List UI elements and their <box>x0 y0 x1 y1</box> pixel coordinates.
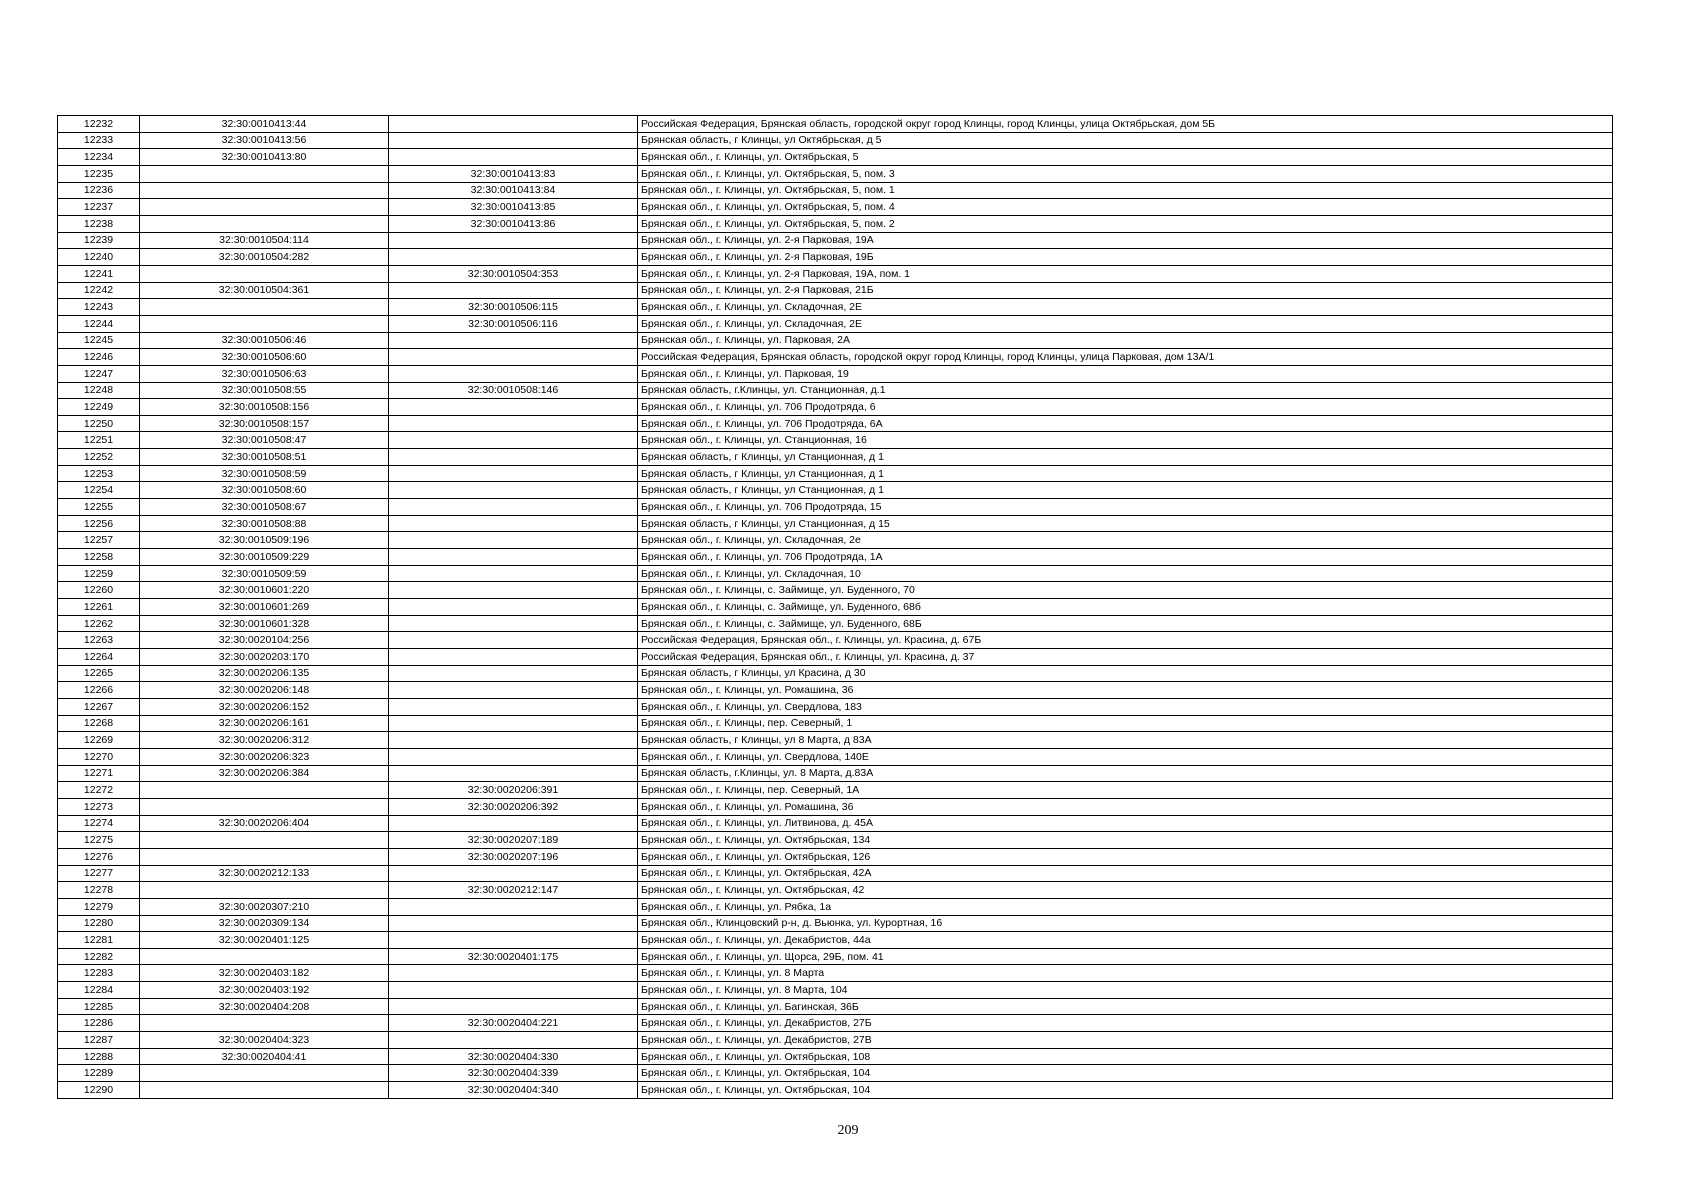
row-number-cell: 12272 <box>58 782 140 799</box>
table-row <box>58 365 1613 382</box>
address-cell: Брянская обл., г. Клинцы, ул. Октябрьская, 5, пом. 4 <box>638 199 1613 216</box>
related-cadastral-number-cell <box>389 765 638 782</box>
related-cadastral-number-cell <box>389 815 638 832</box>
address-cell: Брянская обл., г. Клинцы, ул. Декабристов, 27В <box>638 1032 1613 1049</box>
cadastral-number-cell: 32:30:0020212:133 <box>140 865 389 882</box>
table-row <box>58 649 1613 666</box>
address-cell: Брянская область, г Клинцы, ул Станционная, д 1 <box>638 449 1613 466</box>
address-cell: Брянская обл., г. Клинцы, ул. Парковая, 19 <box>638 365 1613 382</box>
row-number-cell: 12252 <box>58 449 140 466</box>
row-number-cell: 12275 <box>58 832 140 849</box>
related-cadastral-number-cell: 32:30:0020404:340 <box>389 1082 638 1099</box>
related-cadastral-number-cell <box>389 998 638 1015</box>
row-number-cell: 12250 <box>58 415 140 432</box>
related-cadastral-number-cell <box>389 932 638 949</box>
row-number-cell: 12289 <box>58 1065 140 1082</box>
cadastral-number-cell: 32:30:0020309:134 <box>140 915 389 932</box>
address-cell: Брянская обл., г. Клинцы, ул. Складочная, 2е <box>638 532 1613 549</box>
address-cell: Брянская обл., Клинцовский р-н, д. Вьюнка, ул. Курортная, 16 <box>638 915 1613 932</box>
address-cell: Брянская обл., г. Клинцы, ул. 706 Продотряда, 6 <box>638 399 1613 416</box>
table-row <box>58 432 1613 449</box>
address-cell: Брянская обл., г. Клинцы, ул. Октябрьская, 104 <box>638 1065 1613 1082</box>
cadastral-number-cell: 32:30:0010508:59 <box>140 465 389 482</box>
table-row <box>58 1015 1613 1032</box>
address-cell: Брянская обл., г. Клинцы, с. Займище, ул. Буденного, 70 <box>638 582 1613 599</box>
related-cadastral-number-cell <box>389 332 638 349</box>
address-cell: Брянская обл., г. Клинцы, ул. 706 Продотряда, 6А <box>638 415 1613 432</box>
related-cadastral-number-cell <box>389 915 638 932</box>
table-row <box>58 1082 1613 1099</box>
table-row <box>58 565 1613 582</box>
table-row <box>58 915 1613 932</box>
row-number-cell: 12282 <box>58 948 140 965</box>
related-cadastral-number-cell: 32:30:0010506:116 <box>389 315 638 332</box>
row-number-cell: 12281 <box>58 932 140 949</box>
cadastral-number-cell: 32:30:0020403:192 <box>140 982 389 999</box>
table-row <box>58 615 1613 632</box>
cadastral-number-cell <box>140 948 389 965</box>
row-number-cell: 12253 <box>58 465 140 482</box>
related-cadastral-number-cell <box>389 682 638 699</box>
table-row <box>58 232 1613 249</box>
related-cadastral-number-cell <box>389 532 638 549</box>
related-cadastral-number-cell <box>389 582 638 599</box>
related-cadastral-number-cell: 32:30:0010413:83 <box>389 165 638 182</box>
cadastral-number-cell: 32:30:0010506:63 <box>140 365 389 382</box>
cadastral-number-cell: 32:30:0020403:182 <box>140 965 389 982</box>
table-row <box>58 715 1613 732</box>
row-number-cell: 12245 <box>58 332 140 349</box>
cadastral-number-cell <box>140 882 389 899</box>
table-row <box>58 515 1613 532</box>
address-cell: Брянская область, г Клинцы, ул Октябрьская, д 5 <box>638 132 1613 149</box>
related-cadastral-number-cell: 32:30:0020212:147 <box>389 882 638 899</box>
table-row <box>58 415 1613 432</box>
row-number-cell: 12279 <box>58 898 140 915</box>
related-cadastral-number-cell: 32:30:0020207:196 <box>389 848 638 865</box>
table-row <box>58 399 1613 416</box>
related-cadastral-number-cell: 32:30:0020404:339 <box>389 1065 638 1082</box>
cadastral-number-cell: 32:30:0020404:323 <box>140 1032 389 1049</box>
cadastral-number-cell: 32:30:0020404:208 <box>140 998 389 1015</box>
cadastral-number-cell: 32:30:0010413:44 <box>140 116 389 133</box>
cadastral-number-cell <box>140 832 389 849</box>
address-cell: Брянская обл., г. Клинцы, ул. 706 Продотряда, 15 <box>638 499 1613 516</box>
related-cadastral-number-cell: 32:30:0020206:392 <box>389 798 638 815</box>
address-cell: Брянская обл., г. Клинцы, ул. 8 Марта, 104 <box>638 982 1613 999</box>
address-cell: Брянская обл., г. Клинцы, ул. Ромашина, 36 <box>638 682 1613 699</box>
row-number-cell: 12239 <box>58 232 140 249</box>
table-row <box>58 665 1613 682</box>
cadastral-number-cell: 32:30:0020206:384 <box>140 765 389 782</box>
table-row <box>58 1065 1613 1082</box>
table-row <box>58 932 1613 949</box>
cadastral-number-cell: 32:30:0020104:256 <box>140 632 389 649</box>
cadastral-number-cell <box>140 1065 389 1082</box>
table-row <box>58 582 1613 599</box>
related-cadastral-number-cell <box>389 282 638 299</box>
related-cadastral-number-cell <box>389 665 638 682</box>
related-cadastral-number-cell <box>389 432 638 449</box>
cadastral-number-cell: 32:30:0010506:60 <box>140 349 389 366</box>
address-cell: Брянская область, г Клинцы, ул Станционная, д 1 <box>638 465 1613 482</box>
row-number-cell: 12265 <box>58 665 140 682</box>
address-cell: Брянская обл., г. Клинцы, ул. 2-я Парковая, 19Б <box>638 249 1613 266</box>
row-number-cell: 12276 <box>58 848 140 865</box>
address-cell: Брянская область, г Клинцы, ул Красина, д 30 <box>638 665 1613 682</box>
related-cadastral-number-cell <box>389 1032 638 1049</box>
cadastral-number-cell: 32:30:0010509:229 <box>140 549 389 566</box>
row-number-cell: 12237 <box>58 199 140 216</box>
cadastral-number-cell: 32:30:0020206:148 <box>140 682 389 699</box>
row-number-cell: 12285 <box>58 998 140 1015</box>
cadastral-number-cell: 32:30:0010508:67 <box>140 499 389 516</box>
row-number-cell: 12288 <box>58 1048 140 1065</box>
row-number-cell: 12277 <box>58 865 140 882</box>
related-cadastral-number-cell: 32:30:0010506:115 <box>389 299 638 316</box>
row-number-cell: 12264 <box>58 649 140 666</box>
row-number-cell: 12283 <box>58 965 140 982</box>
address-cell: Брянская обл., г. Клинцы, ул. Свердлова, 183 <box>638 698 1613 715</box>
address-cell: Брянская обл., г. Клинцы, ул. Октябрьская, 42 <box>638 882 1613 899</box>
table-row <box>58 116 1613 133</box>
related-cadastral-number-cell: 32:30:0010504:353 <box>389 265 638 282</box>
table-row <box>58 265 1613 282</box>
table-row <box>58 499 1613 516</box>
address-cell: Брянская область, г Клинцы, ул 8 Марта, д 83А <box>638 732 1613 749</box>
table-row <box>58 149 1613 166</box>
address-cell: Брянская обл., г. Клинцы, ул. Октябрьская, 134 <box>638 832 1613 849</box>
address-cell: Российская Федерация, Брянская обл., г. Клинцы, ул. Красина, д. 37 <box>638 649 1613 666</box>
table-row <box>58 132 1613 149</box>
row-number-cell: 12247 <box>58 365 140 382</box>
related-cadastral-number-cell <box>389 132 638 149</box>
cadastral-number-cell <box>140 315 389 332</box>
table-row <box>58 332 1613 349</box>
related-cadastral-number-cell <box>389 515 638 532</box>
table-row <box>58 549 1613 566</box>
table-row <box>58 732 1613 749</box>
row-number-cell: 12271 <box>58 765 140 782</box>
row-number-cell: 12251 <box>58 432 140 449</box>
address-cell: Брянская обл., г. Клинцы, пер. Северный, 1 <box>638 715 1613 732</box>
address-cell: Брянская обл., г. Клинцы, ул. Октябрьская, 108 <box>638 1048 1613 1065</box>
cadastral-number-cell: 32:30:0020206:152 <box>140 698 389 715</box>
table-row <box>58 748 1613 765</box>
row-number-cell: 12255 <box>58 499 140 516</box>
table-row <box>58 848 1613 865</box>
row-number-cell: 12260 <box>58 582 140 599</box>
row-number-cell: 12244 <box>58 315 140 332</box>
row-number-cell: 12270 <box>58 748 140 765</box>
cadastral-number-cell: 32:30:0010504:114 <box>140 232 389 249</box>
address-cell: Брянская обл., г. Клинцы, ул. 2-я Парковая, 19А <box>638 232 1613 249</box>
row-number-cell: 12236 <box>58 182 140 199</box>
related-cadastral-number-cell: 32:30:0020404:330 <box>389 1048 638 1065</box>
cadastral-number-cell <box>140 798 389 815</box>
table-row <box>58 199 1613 216</box>
cadastral-number-cell: 32:30:0010508:157 <box>140 415 389 432</box>
row-number-cell: 12267 <box>58 698 140 715</box>
cadastral-number-cell <box>140 848 389 865</box>
table-row <box>58 482 1613 499</box>
row-number-cell: 12249 <box>58 399 140 416</box>
address-cell: Брянская обл., г. Клинцы, ул. Октябрьская, 5 <box>638 149 1613 166</box>
cadastral-number-cell: 32:30:0010601:328 <box>140 615 389 632</box>
row-number-cell: 12246 <box>58 349 140 366</box>
row-number-cell: 12241 <box>58 265 140 282</box>
related-cadastral-number-cell <box>389 415 638 432</box>
row-number-cell: 12234 <box>58 149 140 166</box>
address-cell: Российская Федерация, Брянская обл., г. Клинцы, ул. Красина, д. 67Б <box>638 632 1613 649</box>
page-number: 209 <box>837 1123 859 1138</box>
cadastral-number-cell <box>140 1015 389 1032</box>
cadastral-number-cell: 32:30:0010508:51 <box>140 449 389 466</box>
cadastral-number-cell <box>140 165 389 182</box>
row-number-cell: 12257 <box>58 532 140 549</box>
row-number-cell: 12235 <box>58 165 140 182</box>
cadastral-number-cell: 32:30:0010601:269 <box>140 599 389 616</box>
cadastral-number-cell: 32:30:0020206:404 <box>140 815 389 832</box>
table-row <box>58 948 1613 965</box>
related-cadastral-number-cell <box>389 615 638 632</box>
address-cell: Брянская обл., г. Клинцы, ул. Складочная, 2Е <box>638 299 1613 316</box>
cadastral-number-cell: 32:30:0010601:220 <box>140 582 389 599</box>
property-registry-table <box>57 115 1613 1099</box>
row-number-cell: 12273 <box>58 798 140 815</box>
related-cadastral-number-cell <box>389 715 638 732</box>
row-number-cell: 12263 <box>58 632 140 649</box>
cadastral-number-cell: 32:30:0020307:210 <box>140 898 389 915</box>
row-number-cell: 12256 <box>58 515 140 532</box>
table-row <box>58 798 1613 815</box>
address-cell: Брянская обл., г. Клинцы, ул. Декабристов, 27Б <box>638 1015 1613 1032</box>
related-cadastral-number-cell: 32:30:0010508:146 <box>389 382 638 399</box>
address-cell: Брянская область, г Клинцы, ул Станционная, д 1 <box>638 482 1613 499</box>
related-cadastral-number-cell <box>389 149 638 166</box>
address-cell: Брянская обл., г. Клинцы, ул. Щорса, 29Б, пом. 41 <box>638 948 1613 965</box>
related-cadastral-number-cell: 32:30:0020207:189 <box>389 832 638 849</box>
row-number-cell: 12232 <box>58 116 140 133</box>
table-row <box>58 815 1613 832</box>
cadastral-number-cell <box>140 265 389 282</box>
registry-table-body <box>58 116 1613 1099</box>
table-row <box>58 449 1613 466</box>
table-row <box>58 465 1613 482</box>
cadastral-number-cell: 32:30:0020401:125 <box>140 932 389 949</box>
address-cell: Брянская область, г Клинцы, ул Станционная, д 15 <box>638 515 1613 532</box>
cadastral-number-cell <box>140 215 389 232</box>
cadastral-number-cell: 32:30:0020206:161 <box>140 715 389 732</box>
related-cadastral-number-cell <box>389 349 638 366</box>
related-cadastral-number-cell <box>389 249 638 266</box>
table-row <box>58 998 1613 1015</box>
related-cadastral-number-cell <box>389 898 638 915</box>
address-cell: Брянская обл., г. Клинцы, пер. Северный, 1А <box>638 782 1613 799</box>
cadastral-number-cell: 32:30:0020206:323 <box>140 748 389 765</box>
row-number-cell: 12269 <box>58 732 140 749</box>
cadastral-number-cell: 32:30:0020404:41 <box>140 1048 389 1065</box>
table-row <box>58 182 1613 199</box>
address-cell: Брянская обл., г. Клинцы, ул. Складочная, 10 <box>638 565 1613 582</box>
cadastral-number-cell: 32:30:0010504:361 <box>140 282 389 299</box>
address-cell: Брянская обл., г. Клинцы, ул. Ромашина, 36 <box>638 798 1613 815</box>
related-cadastral-number-cell <box>389 549 638 566</box>
row-number-cell: 12287 <box>58 1032 140 1049</box>
related-cadastral-number-cell <box>389 632 638 649</box>
related-cadastral-number-cell <box>389 748 638 765</box>
address-cell: Брянская обл., г. Клинцы, ул. Октябрьская, 104 <box>638 1082 1613 1099</box>
table-row <box>58 865 1613 882</box>
cadastral-number-cell <box>140 782 389 799</box>
table-row <box>58 982 1613 999</box>
related-cadastral-number-cell <box>389 732 638 749</box>
row-number-cell: 12258 <box>58 549 140 566</box>
cadastral-number-cell: 32:30:0010506:46 <box>140 332 389 349</box>
address-cell: Брянская обл., г. Клинцы, ул. Свердлова, 140Е <box>638 748 1613 765</box>
address-cell: Брянская обл., г. Клинцы, ул. Литвинова, д. 45А <box>638 815 1613 832</box>
row-number-cell: 12286 <box>58 1015 140 1032</box>
table-row <box>58 282 1613 299</box>
table-row <box>58 215 1613 232</box>
table-row <box>58 599 1613 616</box>
table-row <box>58 632 1613 649</box>
row-number-cell: 12266 <box>58 682 140 699</box>
cadastral-number-cell: 32:30:0010508:60 <box>140 482 389 499</box>
table-row <box>58 1048 1613 1065</box>
address-cell: Брянская обл., г. Клинцы, ул. Рябка, 1а <box>638 898 1613 915</box>
table-row <box>58 165 1613 182</box>
cadastral-number-cell <box>140 299 389 316</box>
row-number-cell: 12248 <box>58 382 140 399</box>
address-cell: Брянская обл., г. Клинцы, ул. Октябрьская, 126 <box>638 848 1613 865</box>
cadastral-number-cell: 32:30:0010413:80 <box>140 149 389 166</box>
row-number-cell: 12268 <box>58 715 140 732</box>
address-cell: Брянская обл., г. Клинцы, ул. Октябрьская, 5, пом. 3 <box>638 165 1613 182</box>
table-row <box>58 898 1613 915</box>
address-cell: Брянская обл., г. Клинцы, ул. Октябрьская, 5, пом. 2 <box>638 215 1613 232</box>
address-cell: Брянская обл., г. Клинцы, ул. 2-я Парковая, 21Б <box>638 282 1613 299</box>
row-number-cell: 12243 <box>58 299 140 316</box>
cadastral-number-cell: 32:30:0020206:312 <box>140 732 389 749</box>
address-cell: Брянская обл., г. Клинцы, ул. 706 Продотряда, 1А <box>638 549 1613 566</box>
address-cell: Брянская обл., г. Клинцы, ул. 2-я Парковая, 19А, пом. 1 <box>638 265 1613 282</box>
row-number-cell: 12278 <box>58 882 140 899</box>
address-cell: Российская Федерация, Брянская область, городской округ город Клинцы, город Клинцы, улица Парковая, дом 13А/1 <box>638 349 1613 366</box>
table-row <box>58 765 1613 782</box>
related-cadastral-number-cell <box>389 365 638 382</box>
cadastral-number-cell: 32:30:0010508:55 <box>140 382 389 399</box>
cadastral-number-cell: 32:30:0020206:135 <box>140 665 389 682</box>
table-row <box>58 249 1613 266</box>
address-cell: Брянская обл., г. Клинцы, ул. 8 Марта <box>638 965 1613 982</box>
row-number-cell: 12280 <box>58 915 140 932</box>
cadastral-number-cell <box>140 182 389 199</box>
related-cadastral-number-cell <box>389 232 638 249</box>
related-cadastral-number-cell <box>389 565 638 582</box>
address-cell: Брянская обл., г. Клинцы, ул. Декабристов, 44а <box>638 932 1613 949</box>
table-row <box>58 349 1613 366</box>
row-number-cell: 12274 <box>58 815 140 832</box>
related-cadastral-number-cell <box>389 649 638 666</box>
address-cell: Брянская обл., г. Клинцы, ул. Парковая, 2А <box>638 332 1613 349</box>
row-number-cell: 12261 <box>58 599 140 616</box>
cadastral-number-cell: 32:30:0010508:47 <box>140 432 389 449</box>
related-cadastral-number-cell <box>389 865 638 882</box>
row-number-cell: 12262 <box>58 615 140 632</box>
table-row <box>58 682 1613 699</box>
related-cadastral-number-cell: 32:30:0020206:391 <box>389 782 638 799</box>
related-cadastral-number-cell: 32:30:0010413:86 <box>389 215 638 232</box>
related-cadastral-number-cell: 32:30:0010413:84 <box>389 182 638 199</box>
related-cadastral-number-cell <box>389 482 638 499</box>
related-cadastral-number-cell <box>389 599 638 616</box>
related-cadastral-number-cell <box>389 465 638 482</box>
address-cell: Брянская область, г.Клинцы, ул. Станционная, д.1 <box>638 382 1613 399</box>
related-cadastral-number-cell <box>389 399 638 416</box>
address-cell: Брянская обл., г. Клинцы, ул. Станционная, 16 <box>638 432 1613 449</box>
cadastral-number-cell: 32:30:0010504:282 <box>140 249 389 266</box>
cadastral-number-cell: 32:30:0020203:170 <box>140 649 389 666</box>
address-cell: Брянская область, г.Клинцы, ул. 8 Марта, д.83А <box>638 765 1613 782</box>
address-cell: Брянская обл., г. Клинцы, ул. Складочная, 2Е <box>638 315 1613 332</box>
table-row <box>58 1032 1613 1049</box>
cadastral-number-cell <box>140 1082 389 1099</box>
row-number-cell: 12254 <box>58 482 140 499</box>
cadastral-number-cell: 32:30:0010509:59 <box>140 565 389 582</box>
address-cell: Брянская обл., г. Клинцы, ул. Октябрьская, 5, пом. 1 <box>638 182 1613 199</box>
cadastral-number-cell: 32:30:0010509:196 <box>140 532 389 549</box>
related-cadastral-number-cell <box>389 698 638 715</box>
related-cadastral-number-cell <box>389 499 638 516</box>
address-cell: Брянская обл., г. Клинцы, ул. Октябрьская, 42А <box>638 865 1613 882</box>
table-row <box>58 882 1613 899</box>
cadastral-number-cell: 32:30:0010508:88 <box>140 515 389 532</box>
address-cell: Брянская обл., г. Клинцы, с. Займище, ул. Буденного, 68Б <box>638 615 1613 632</box>
row-number-cell: 12240 <box>58 249 140 266</box>
row-number-cell: 12242 <box>58 282 140 299</box>
related-cadastral-number-cell: 32:30:0010413:85 <box>389 199 638 216</box>
table-row <box>58 382 1613 399</box>
related-cadastral-number-cell <box>389 982 638 999</box>
table-row <box>58 782 1613 799</box>
address-cell: Российская Федерация, Брянская область, городской округ город Клинцы, город Клинцы, улица Октябрьская, дом 5Б <box>638 116 1613 133</box>
row-number-cell: 12233 <box>58 132 140 149</box>
table-row <box>58 315 1613 332</box>
table-row <box>58 698 1613 715</box>
cadastral-number-cell: 32:30:0010413:56 <box>140 132 389 149</box>
address-cell: Брянская обл., г. Клинцы, ул. Багинская, 36Б <box>638 998 1613 1015</box>
row-number-cell: 12284 <box>58 982 140 999</box>
related-cadastral-number-cell <box>389 116 638 133</box>
row-number-cell: 12238 <box>58 215 140 232</box>
cadastral-number-cell: 32:30:0010508:156 <box>140 399 389 416</box>
row-number-cell: 12290 <box>58 1082 140 1099</box>
table-row <box>58 532 1613 549</box>
related-cadastral-number-cell <box>389 449 638 466</box>
related-cadastral-number-cell: 32:30:0020401:175 <box>389 948 638 965</box>
cadastral-number-cell <box>140 199 389 216</box>
related-cadastral-number-cell: 32:30:0020404:221 <box>389 1015 638 1032</box>
address-cell: Брянская обл., г. Клинцы, с. Займище, ул. Буденного, 68б <box>638 599 1613 616</box>
table-row <box>58 965 1613 982</box>
table-row <box>58 299 1613 316</box>
table-row <box>58 832 1613 849</box>
row-number-cell: 12259 <box>58 565 140 582</box>
related-cadastral-number-cell <box>389 965 638 982</box>
